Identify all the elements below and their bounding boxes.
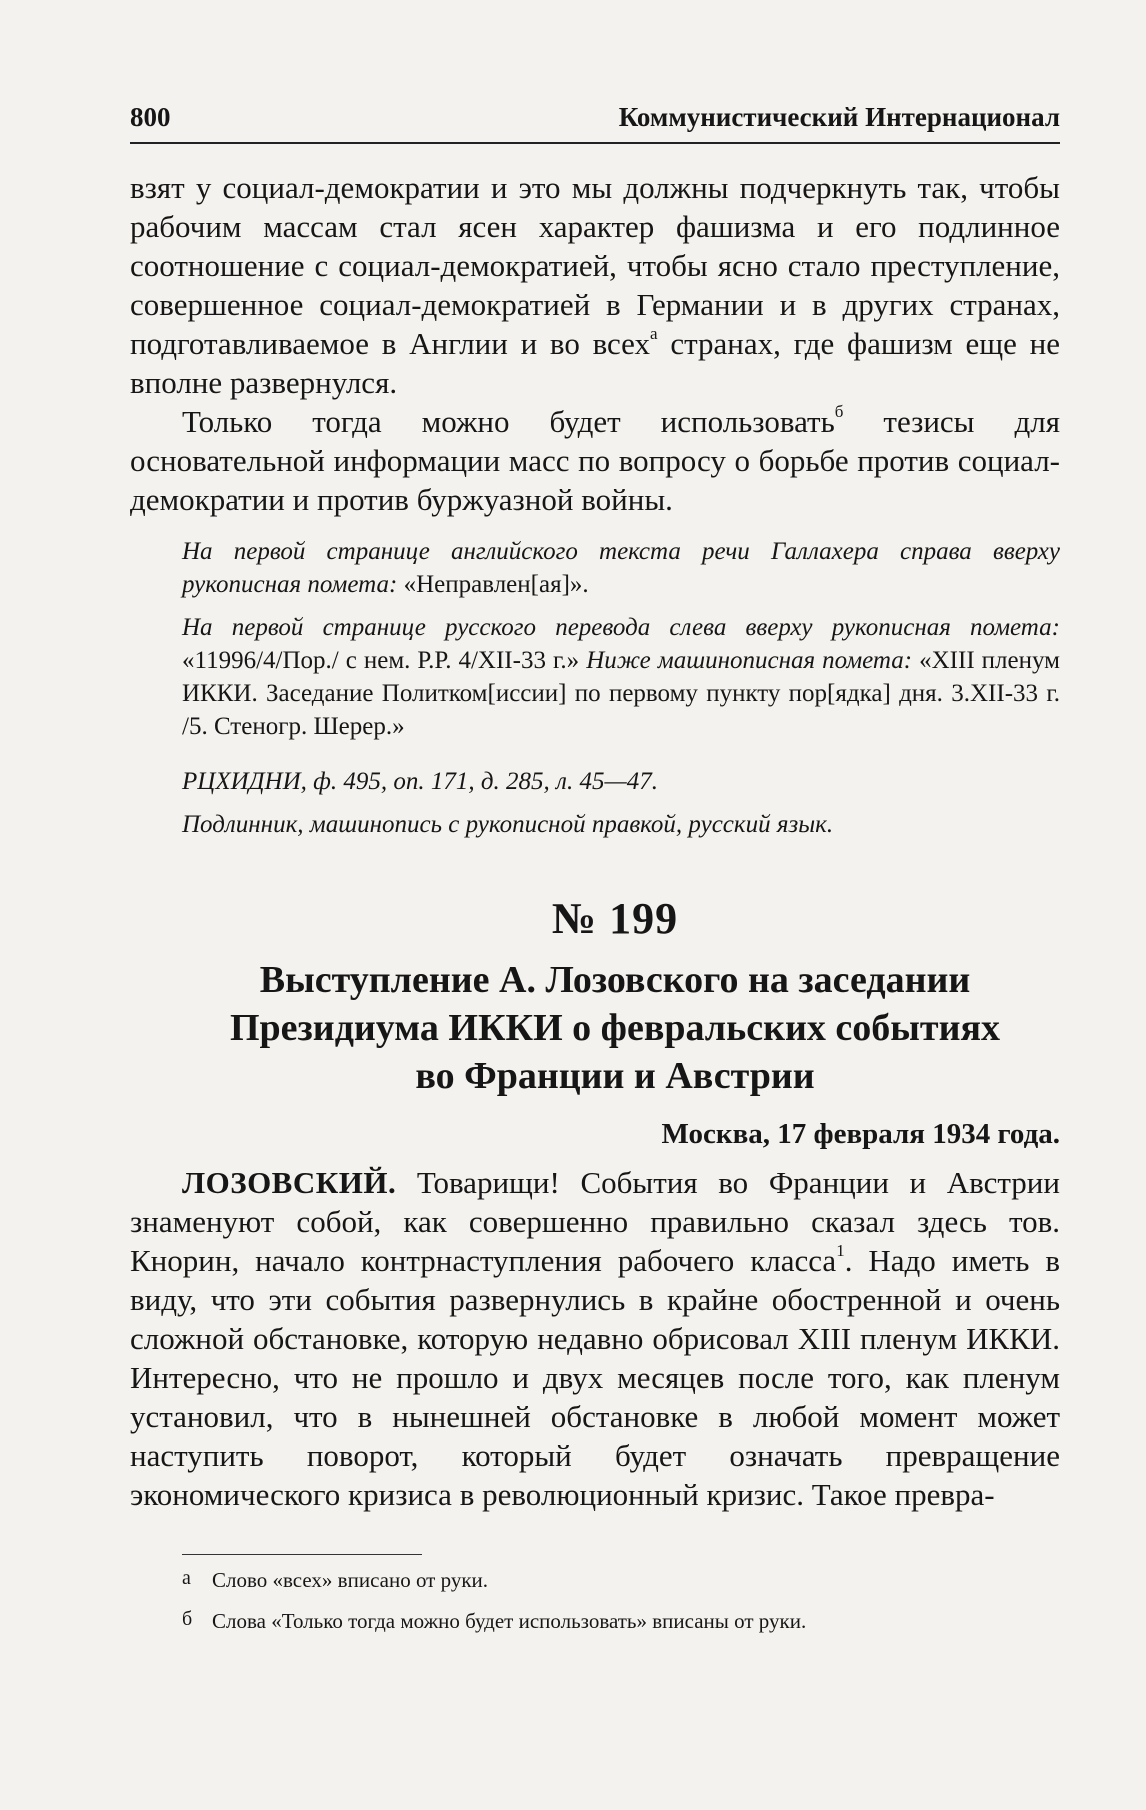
footnote-text: Слова «Только тогда можно будет использовать» вписаны от руки. bbox=[212, 1609, 807, 1633]
document-title bbox=[130, 956, 1060, 1100]
paragraph bbox=[130, 402, 1060, 519]
editorial-note bbox=[182, 535, 1060, 601]
paragraph-text: Только тогда можно будет использовать bbox=[182, 404, 835, 439]
speech-paragraph bbox=[130, 1163, 1060, 1514]
footnote-ref-a: а bbox=[650, 324, 658, 343]
paragraph-continued bbox=[130, 168, 1060, 402]
paragraph-text: тезисы для основательной информации масс по вопросу о борьбе против социал-демократии и против буржуазной войны. bbox=[130, 404, 1060, 517]
note-italic: На первой странице английского текста речи Галлахера справа вверху рукописная помета: bbox=[182, 538, 1060, 598]
note-quote: «XIII пленум ИККИ. Заседание Политком[иссии] по первому пункту пор[ядка] дня. 3.XII-33 г. /5. Стеногр. Шерер.» bbox=[182, 647, 1060, 740]
footnote-divider bbox=[182, 1554, 422, 1555]
page-body bbox=[130, 168, 1060, 1637]
running-title: Коммунистический Интернационал bbox=[618, 102, 1060, 132]
paragraph-text: взят у социал-демократии и это мы должны подчеркнуть так, чтобы рабочим массам стал ясен характер фашизма и его подлинное соотношение с социал-демократией, чтобы ясно стало преступление, совершенное социал-демократией в Германии и в других странах, подготавливаемое в Англии и во всех bbox=[130, 170, 1060, 361]
note-quote: «11996/4/Пор./ с нем. Р.Р. 4/XII-33 г.» bbox=[182, 647, 587, 674]
note-italic: Ниже машинописная помета: bbox=[586, 647, 920, 674]
speech-text: Товарищи! События во Франции и Австрии знаменуют собой, как совершенно правильно сказал здесь тов. Кнорин, начало контрнаступления рабочего класса bbox=[130, 1165, 1060, 1278]
editorial-note bbox=[182, 611, 1060, 743]
footnote-marker: б bbox=[182, 1608, 193, 1630]
footnote bbox=[130, 1606, 1060, 1637]
document-number: № 199 bbox=[551, 894, 679, 943]
archive-description: Подлинник, машинопись с рукописной правкой, русский язык. bbox=[182, 811, 834, 838]
title-line: Президиума ИККИ о февральских событиях bbox=[229, 1007, 1001, 1049]
archive-reference: РЦХИДНИ, ф. 495, оп. 171, д. 285, л. 45—47. bbox=[182, 768, 658, 795]
page-number: 800 bbox=[130, 102, 171, 132]
footnote-ref-1: 1 bbox=[836, 1241, 845, 1260]
note-italic: На первой странице русского перевода слева вверху рукописная помета: bbox=[182, 614, 1060, 641]
footnote-ref-b: б bbox=[834, 402, 844, 421]
footnote-text: Слово «всех» вписано от руки. bbox=[212, 1568, 489, 1592]
editorial-notes bbox=[130, 535, 1060, 743]
dateline: Москва, 17 февраля 1934 года. bbox=[661, 1118, 1060, 1150]
running-header bbox=[130, 98, 1060, 144]
title-line: во Франции и Австрии bbox=[415, 1055, 815, 1097]
speaker-name: ЛОЗОВСКИЙ. bbox=[182, 1165, 397, 1200]
note-quote: «Неправлен[ая]». bbox=[403, 571, 589, 598]
footnote-marker: а bbox=[182, 1567, 191, 1589]
title-line: Выступление А. Лозовского на заседании bbox=[259, 959, 971, 1001]
speech-text: . Надо иметь в виду, что эти события развернулись в крайне обостренной и очень сложной обстановке, которую недавно обрисовал XIII пленум ИККИ. Интересно, что не прошло и двух месяцев после того, как пленум установил, что в нынешней обстановке в любой момент может наступить поворот, который будет означать превращение экономического кризиса в революционный кризис. Такое превра- bbox=[130, 1243, 1060, 1512]
footnote bbox=[130, 1565, 1060, 1596]
paragraph-text: странах, где фашизм еще не вполне развернулся. bbox=[130, 326, 1061, 400]
